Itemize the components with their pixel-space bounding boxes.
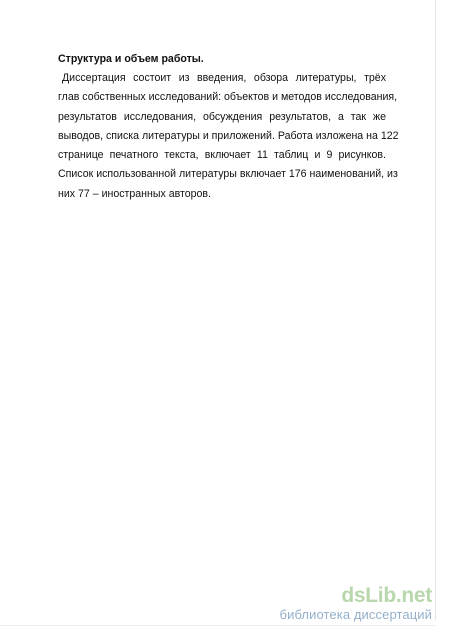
text-line: результатов исследования, обсуждения результатов, а так же xyxy=(58,110,386,123)
text-line: Диссертация состоит из введения, обзора литературы, трёх xyxy=(62,72,386,84)
watermark-subtitle: библиотека диссертаций xyxy=(279,607,432,622)
watermark xyxy=(280,585,432,622)
section-heading: Структура и объем работы. xyxy=(58,53,204,65)
text-line: странице печатного текста, включает 11 таблиц и 9 рисунков. xyxy=(58,149,386,162)
body-paragraph xyxy=(58,69,399,204)
watermark-logo: dsLib.net xyxy=(341,584,432,607)
page-edge-bottom xyxy=(0,625,436,626)
text-line: глав собственных исследований: объектов и методов исследования, xyxy=(58,91,398,104)
text-line: них 77 – иностранных авторов. xyxy=(58,187,211,200)
text-line: выводов, списка литературы и приложений. Работа изложена на 122 xyxy=(58,129,399,142)
document-body xyxy=(58,50,399,204)
page-edge-right xyxy=(435,0,436,620)
text-line: Список использованной литературы включает 176 наименований, из xyxy=(58,168,398,181)
